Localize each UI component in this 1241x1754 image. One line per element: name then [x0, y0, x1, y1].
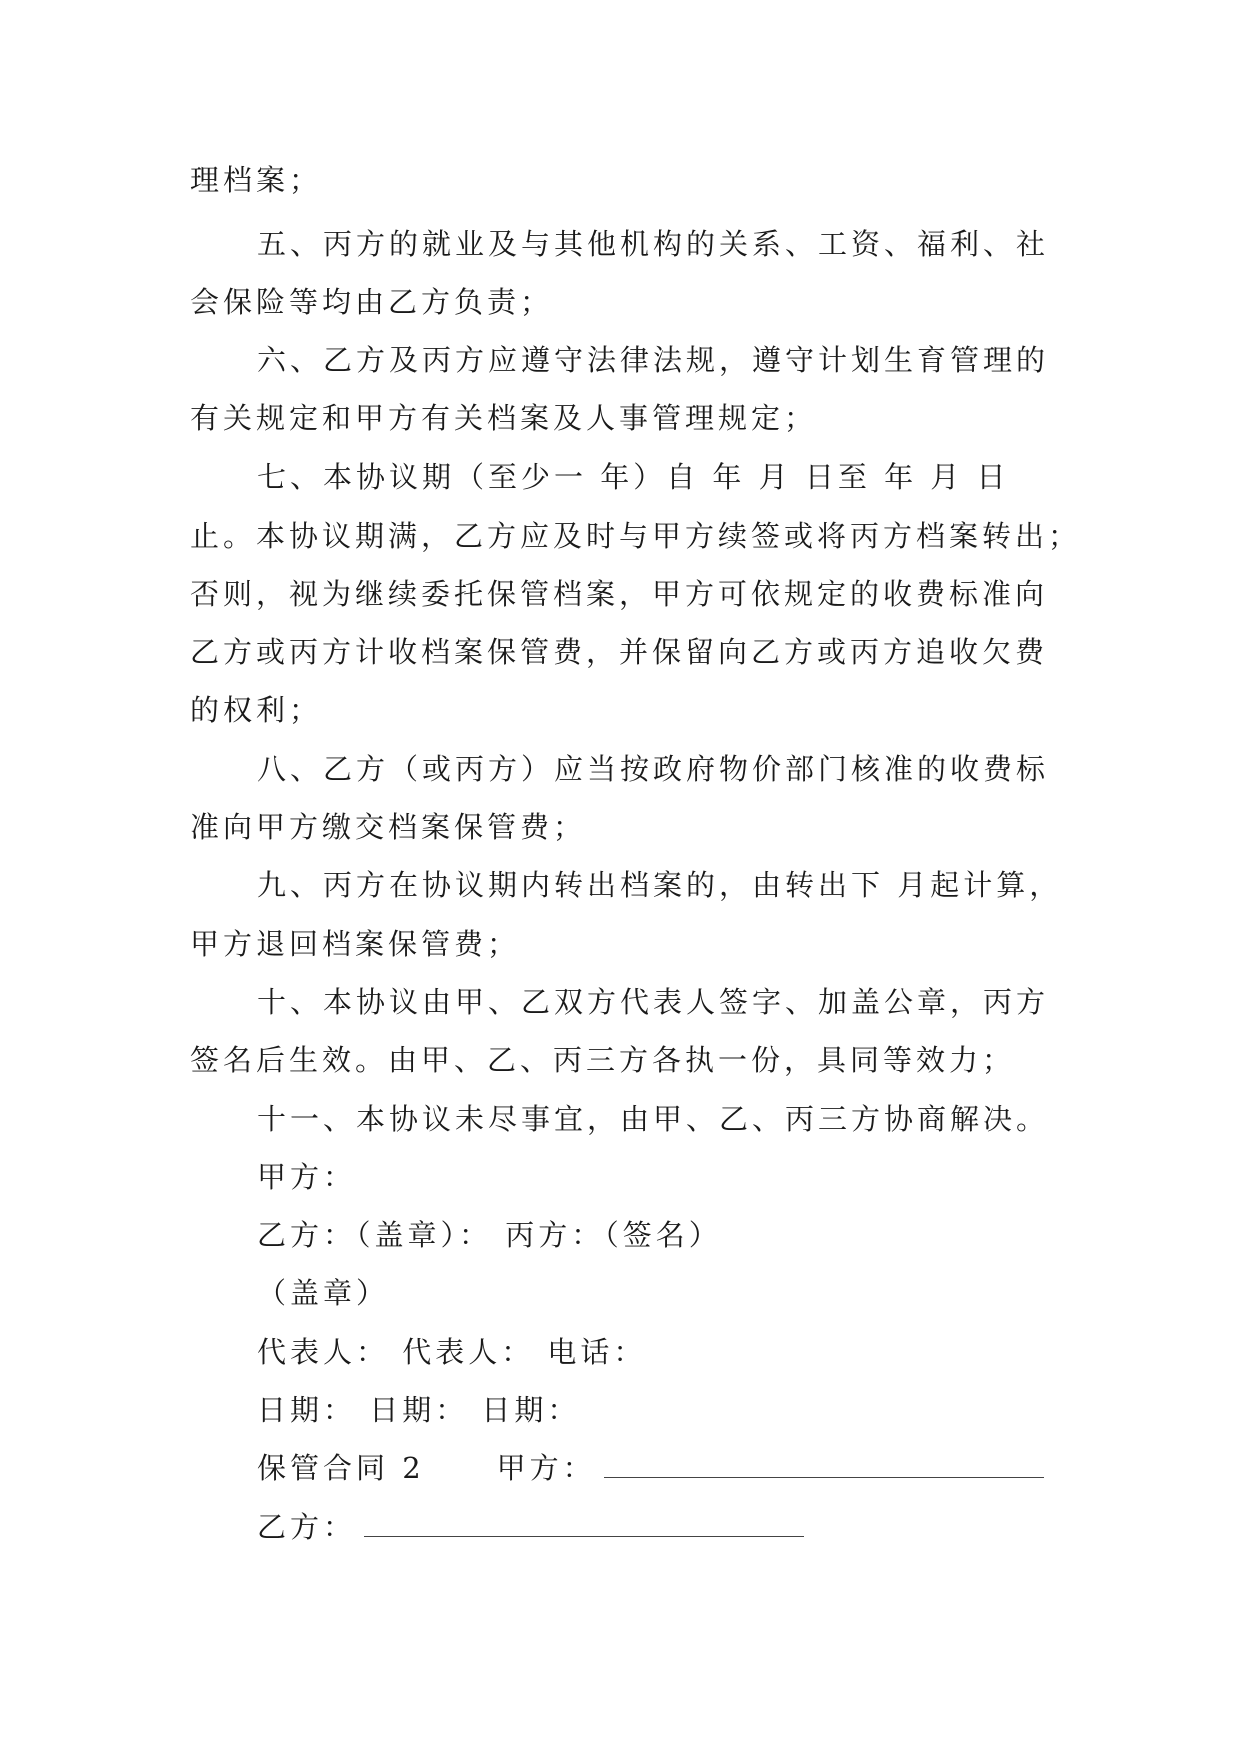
- clause-10-line-1: 十、本协议由甲、乙双方代表人签字、加盖公章，丙方: [257, 985, 1050, 1019]
- clause-11-line: 十一、本协议未尽事宜，由甲、乙、丙三方协商解决。: [257, 1102, 1050, 1136]
- dates-line: 日期： 日期： 日期：: [257, 1393, 581, 1427]
- clause-7-line-1: 七、本协议期（至少一 年）自 年 月 日至 年 月 日: [257, 460, 1010, 494]
- party-b-blank[interactable]: [364, 1510, 804, 1537]
- contract-2-title: 保管合同 2: [257, 1451, 425, 1485]
- party-b-c-signature-line: 乙方：（盖章）： 丙方：（签名）: [257, 1218, 722, 1252]
- clause-5-line-2: 会保险等均由乙方负责；: [190, 285, 554, 319]
- clause-10-line-2: 签名后生效。由甲、乙、丙三方各执一份，具同等效力；: [190, 1043, 1016, 1077]
- representatives-line: 代表人： 代表人： 电话：: [257, 1335, 647, 1369]
- seal-label: （盖章）: [257, 1276, 390, 1310]
- clause-7-line-5: 的权利；: [190, 693, 323, 727]
- clause-9-line-1: 九、丙方在协议期内转出档案的，由转出下 月起计算，: [257, 868, 1063, 902]
- party-a-label: 甲方：: [496, 1451, 596, 1485]
- party-a-blank[interactable]: [604, 1451, 1044, 1478]
- contract-2-heading-row: [257, 1448, 1044, 1488]
- clause-9-line-2: 甲方退回档案保管费；: [190, 927, 521, 961]
- clause-7-line-4: 乙方或丙方计收档案保管费，并保留向乙方或丙方追收欠费: [190, 635, 1049, 669]
- clause-5-line-1: 五、丙方的就业及与其他机构的关系、工资、福利、社: [257, 227, 1050, 261]
- clause-6-line-2: 有关规定和甲方有关档案及人事管理规定；: [190, 401, 818, 435]
- party-a-signature-label: 甲方：: [257, 1160, 357, 1194]
- text-line: 理档案；: [190, 163, 323, 197]
- clause-8-line-1: 八、乙方（或丙方）应当按政府物价部门核准的收费标: [257, 752, 1050, 786]
- clause-7-line-2: 止。本协议期满，乙方应及时与甲方续签或将丙方档案转出；: [190, 519, 1082, 553]
- clause-7-line-3: 否则，视为继续委托保管档案，甲方可依规定的收费标准向: [190, 577, 1049, 611]
- party-b-row: [257, 1507, 804, 1547]
- clause-8-line-2: 准向甲方缴交档案保管费；: [190, 810, 587, 844]
- clause-6-line-1: 六、乙方及丙方应遵守法律法规，遵守计划生育管理的: [257, 343, 1050, 377]
- party-b-label: 乙方：: [257, 1510, 357, 1544]
